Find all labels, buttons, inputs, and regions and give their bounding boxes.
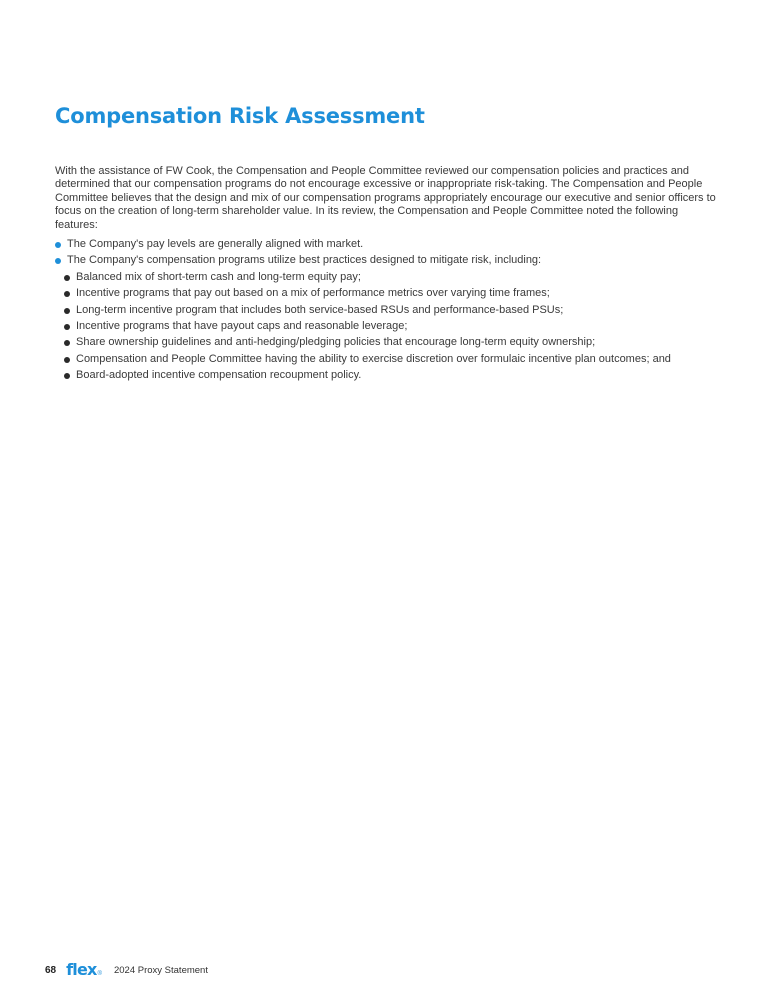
- page-footer: [45, 962, 208, 978]
- list-item: [55, 254, 725, 382]
- list-item-text: The Company's compensation programs utilize best practices designed to mitigate risk, including:: [67, 254, 542, 267]
- sub-list-item-text: Board-adopted incentive compensation recoupment policy.: [76, 369, 362, 382]
- sub-bullet-icon: [64, 291, 70, 297]
- sub-bullet-icon: [64, 275, 70, 281]
- bullet-icon: [55, 258, 61, 264]
- logo-text: flex: [66, 960, 97, 979]
- feature-list: [55, 238, 725, 386]
- sub-list-item: [63, 271, 725, 284]
- intro-paragraph: With the assistance of FW Cook, the Compensation and People Committee reviewed our compensation policies and practices and determined that our compensation programs do not encourage excessive or inappropriate risk-taking. The Compensation and People Committee believes that the design and mix of our compensation programs appropriately encourage our executive and senior officers to focus on the creation of long-term shareholder value. In its review, the Compensation and People Committee noted the following features:: [55, 165, 716, 231]
- sub-bullet-icon: [64, 340, 70, 346]
- sub-bullet-icon: [64, 324, 70, 330]
- sub-bullet-icon: [64, 357, 70, 363]
- sub-list-item: [63, 336, 725, 349]
- sub-list-item: [63, 320, 725, 333]
- sub-list-item: [63, 369, 725, 382]
- sub-list-item: [63, 353, 725, 366]
- sub-list-item: [63, 304, 725, 317]
- sub-list-item-text: Balanced mix of short-term cash and long-term equity pay;: [76, 270, 361, 283]
- page-title: Compensation Risk Assessment: [55, 104, 425, 128]
- flex-logo: [66, 962, 102, 978]
- bullet-icon: [55, 242, 61, 248]
- registered-mark-icon: ®: [97, 971, 102, 977]
- sub-list-item-text: Incentive programs that have payout caps and reasonable leverage;: [76, 320, 408, 333]
- sub-list-item-text: Incentive programs that pay out based on a mix of performance metrics over varying time frames;: [76, 287, 550, 300]
- sub-bullet-icon: [64, 373, 70, 379]
- sub-list-item-text: Long-term incentive program that includes both service-based RSUs and performance-based PSUs;: [76, 303, 564, 316]
- list-item: [55, 238, 725, 251]
- sub-list-item: [63, 287, 725, 300]
- sub-list-item-text: Share ownership guidelines and anti-hedging/pledging policies that encourage long-term equity ownership;: [76, 336, 596, 349]
- document-title: 2024 Proxy Statement: [113, 964, 208, 976]
- page-number: 68: [45, 964, 57, 976]
- sub-bullet-icon: [64, 308, 70, 314]
- sub-list-item-text: Compensation and People Committee having the ability to exercise discretion over formulaic incentive plan outcomes; and: [76, 352, 671, 365]
- list-item-text: The Company's pay levels are generally aligned with market.: [67, 238, 364, 250]
- sub-list: [63, 271, 725, 383]
